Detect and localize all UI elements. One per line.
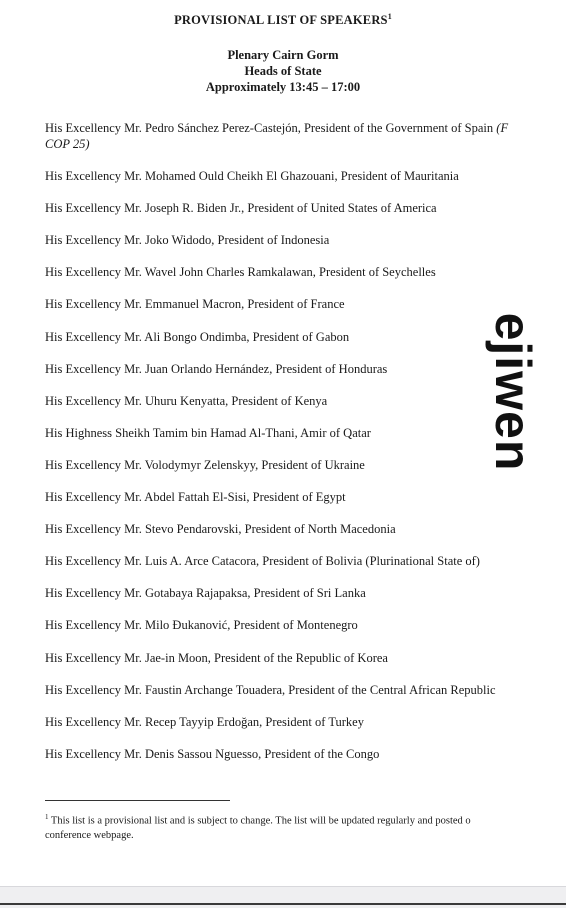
- speaker-name: His Excellency Mr. Emmanuel Macron, President of France: [45, 297, 345, 312]
- bottom-edge-line: [0, 903, 566, 905]
- footnote-line-2: conference webpage.: [45, 829, 134, 841]
- footnote: [45, 810, 566, 843]
- session-name: Plenary Cairn Gorm: [227, 48, 339, 62]
- speaker-entry: [45, 521, 566, 537]
- speaker-name: His Excellency Mr. Volodymyr Zelenskyy, President of Ukraine: [45, 457, 365, 472]
- speaker-entry: [45, 489, 566, 505]
- speaker-name: His Excellency Mr. Joseph R. Biden Jr., President of United States of America: [45, 201, 437, 216]
- document-title-text: PROVISIONAL LIST OF SPEAKERS: [174, 13, 388, 28]
- speaker-entry: [45, 650, 566, 666]
- speaker-name: His Excellency Mr. Mohamed Ould Cheikh El Ghazouani, President of Mauritania: [45, 169, 459, 184]
- speaker-entry: [45, 120, 566, 152]
- watermark: [485, 300, 541, 485]
- speaker-entry: [45, 746, 566, 762]
- session-segment: Heads of State: [244, 64, 322, 78]
- speaker-name: His Excellency Mr. Luis A. Arce Catacora, President of Bolivia (Plurinational State of): [45, 554, 480, 569]
- speaker-name: His Excellency Mr. Jae-in Moon, President of the Republic of Korea: [45, 650, 388, 665]
- speaker-name: His Highness Sheikh Tamim bin Hamad Al-Thani, Amir of Qatar: [45, 425, 371, 440]
- speaker-name: His Excellency Mr. Gotabaya Rajapaksa, President of Sri Lanka: [45, 586, 366, 601]
- speaker-entry: [45, 264, 566, 280]
- watermark-text: ejiwen: [485, 312, 541, 472]
- footnote-mark: 1: [45, 813, 49, 821]
- speaker-name: His Excellency Mr. Faustin Archange Touadera, President of the Central African Republic: [45, 682, 496, 697]
- speaker-name: His Excellency Mr. Milo Đukanović, President of Montenegro: [45, 618, 358, 633]
- speaker-name: His Excellency Mr. Pedro Sánchez Perez-Castejón, President of the Government of Spain: [45, 121, 497, 135]
- speaker-entry: [45, 168, 566, 184]
- session-time: Approximately 13:45 – 17:00: [205, 80, 361, 94]
- speaker-name: His Excellency Mr. Recep Tayyip Erdoğan, President of Turkey: [45, 714, 364, 729]
- speaker-name: His Excellency Mr. Ali Bongo Ondimba, President of Gabon: [45, 329, 350, 344]
- speaker-note: (F: [496, 121, 509, 135]
- document-title: [0, 12, 566, 28]
- speaker-entry: [45, 714, 566, 730]
- speaker-entry: [45, 553, 566, 569]
- speaker-name: His Excellency Mr. Denis Sassou Nguesso, President of the Congo: [45, 746, 380, 761]
- speaker-entry: [45, 585, 566, 601]
- speaker-entry: [45, 617, 566, 633]
- speaker-name: His Excellency Mr. Uhuru Kenyatta, President of Kenya: [45, 393, 328, 408]
- footnote-divider: [45, 800, 230, 801]
- footnote-text-1: This list is a provisional list and is subject to change. The list will be updated regularly and posted o: [48, 815, 471, 827]
- speaker-note-continued: COP 25): [45, 137, 90, 151]
- title-footnote-mark: 1: [387, 12, 392, 21]
- footnote-line-1: [45, 810, 566, 829]
- speaker-name: His Excellency Mr. Juan Orlando Hernández, President of Honduras: [45, 361, 388, 376]
- speaker-entry: [45, 682, 566, 698]
- speaker-name: His Excellency Mr. Abdel Fattah El-Sisi, President of Egypt: [45, 490, 346, 505]
- speaker-entry: [45, 200, 566, 216]
- speaker-entry: [45, 232, 566, 248]
- speaker-name: His Excellency Mr. Joko Widodo, President of Indonesia: [45, 233, 330, 248]
- speaker-name: His Excellency Mr. Wavel John Charles Ramkalawan, President of Seychelles: [45, 265, 436, 280]
- speaker-name: His Excellency Mr. Stevo Pendarovski, President of North Macedonia: [45, 522, 396, 537]
